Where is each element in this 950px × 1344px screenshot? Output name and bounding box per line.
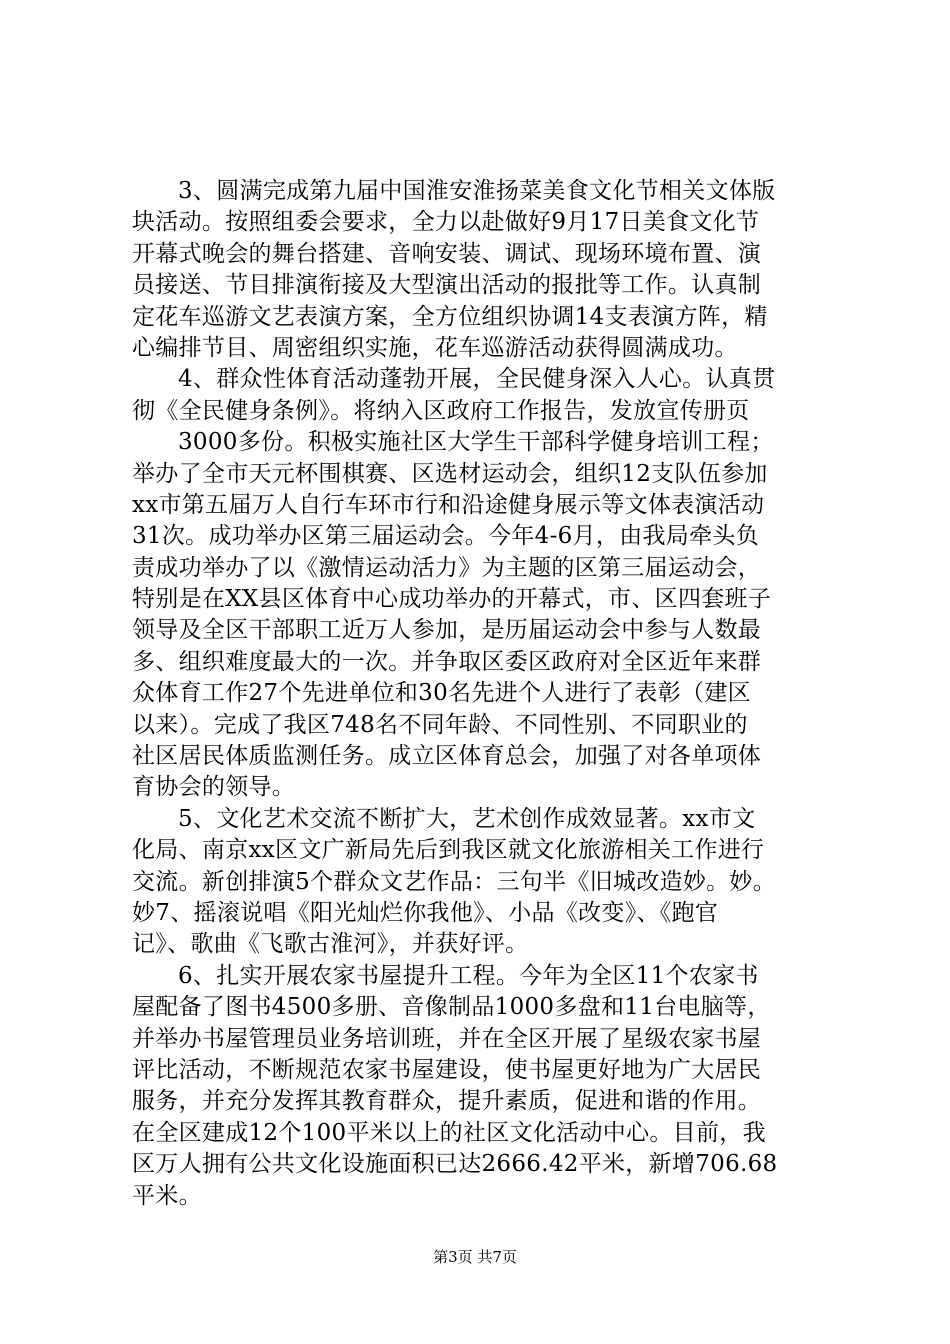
- paragraph-4-line: 以来）。完成了我区748名不同年龄、不同性别、不同职业的: [132, 711, 748, 738]
- paragraph-6-line: 评比活动，不断规范农家书屋建设，使书屋更好地为广大居民: [132, 1056, 762, 1083]
- paragraph-4-line: 育协会的领导。: [132, 774, 296, 801]
- paragraph-3-line: 3、圆满完成第九届中国淮安淮扬菜美食文化节相关文体版: [178, 178, 776, 204]
- paragraph-5-line: 记》、歌曲《飞歌古淮河》，并获好评。: [132, 931, 529, 958]
- paragraph-4-line: 举办了全市天元杯围棋赛、区选材运动会，组织12支队伍参加: [132, 460, 768, 487]
- paragraph-3-line: 定花车巡游文艺表演方案，全方位组织协调14支表演方阵，精: [132, 303, 768, 330]
- paragraph-6-line: 平米。: [132, 1182, 202, 1209]
- document-body: [132, 176, 818, 1212]
- page-number-footer: 第3页 共7页: [433, 1248, 517, 1266]
- paragraph-5-line: 交流。新创排演5个群众文艺作品：三句半《旧城改造妙。妙。: [132, 868, 777, 895]
- paragraph-6-line: 服务，并充分发挥其教育群众，提升素质，促进和谐的作用。: [132, 1088, 762, 1115]
- paragraph-6-line: 在全区建成12个100平米以上的社区文化活动中心。目前，我: [132, 1119, 766, 1146]
- paragraph-3-line: 心编排节目、周密组织实施，花车巡游活动获得圆满成功。: [132, 334, 738, 361]
- paragraph-4-line: 责成功举办了以《激情运动活力》为主题的区第三届运动会，: [132, 554, 762, 581]
- paragraph-3-line: 员接送、节目排演衔接及大型演出活动的报批等工作。认真制: [132, 272, 762, 299]
- paragraph-6-line: 屋配备了图书4500多册、音像制品1000多盘和11台电脑等，: [132, 994, 771, 1021]
- paragraph-6-line: 并举办书屋管理员业务培训班，并在全区开展了星级农家书屋: [132, 1025, 762, 1052]
- paragraph-4-line: 众体育工作27个先进单位和30名先进个人进行了表彰（建区: [132, 680, 751, 707]
- paragraph-6-line: 区万人拥有公共文化设施面积已达2666.42平米，新增706.68: [132, 1151, 778, 1178]
- paragraph-4-line: xx市第五届万人自行车环市行和沿途健身展示等文体表演活动: [132, 491, 765, 518]
- paragraph-4-line: 彻《全民健身条例》。将纳入区政府工作报告，发放宣传册页: [132, 397, 750, 424]
- paragraph-4-line: 多、组织难度最大的一次。并争取区委区政府对全区近年来群: [132, 648, 762, 675]
- paragraph-3-line: 开幕式晚会的舞台搭建、音响安装、调试、现场环境布置、演: [132, 240, 762, 267]
- paragraph-6-line: 6、扎实开展农家书屋提升工程。今年为全区11个农家书: [178, 962, 759, 989]
- paragraph-5-line: 妙7、摇滚说唱《阳光灿烂你我他》、小品《改变》、《跑官: [132, 899, 719, 926]
- paragraph-4-line: 4、群众性体育活动蓬勃开展，全民健身深入人心。认真贯: [178, 366, 776, 393]
- paragraph-4-line: 特别是在XX县区体育中心成功举办的开幕式，市、区四套班子: [132, 586, 772, 613]
- paragraph-5-line: 5、文化艺术交流不断扩大，艺术创作成效显著。xx市文: [178, 805, 756, 832]
- paragraph-4-line: 31次。成功举办区第三届运动会。今年4-6月，由我局牵头负: [132, 523, 760, 550]
- paragraph-4-line: 领导及全区干部职工近万人参加，是历届运动会中参与人数最: [132, 617, 762, 644]
- paragraph-5-line: 化局、南京xx区文广新局先后到我区就文化旅游相关工作进行: [132, 837, 765, 864]
- paragraph-3-line: 块活动。按照组委会要求，全力以赴做好9月17日美食文化节: [132, 209, 760, 236]
- paragraph-4-line: 3000多份。积极实施社区大学生干部科学健身培训工程；: [178, 429, 774, 456]
- paragraph-4-line: 社区居民体质监测任务。成立区体育总会，加强了对各单项体: [132, 743, 762, 770]
